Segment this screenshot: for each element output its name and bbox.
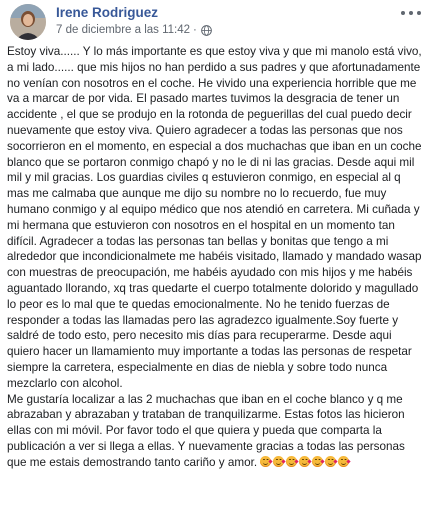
emoji-row (260, 456, 351, 469)
author-name[interactable]: Irene Rodriguez (56, 5, 159, 20)
meta-separator: · (193, 24, 197, 36)
smiling-face-with-hearts-icon (338, 456, 349, 467)
post-paragraph-text: Me gustaría localizar a las 2 muchachas que iban en el coche blanco y q me abrazaban y abrazaban y trataban de tranquilizarme. Estas fotos las hicieron ellas con mi móvil. Por favor todo el que quiera y pueda que comparta la publicación a ver si llega a ellas. Y nuevamente gracias a todas las personas que me estais demostrando tanto cariño y amor. (7, 392, 405, 469)
post-timestamp[interactable]: 7 de diciembre a las 11:42 (56, 24, 191, 36)
smiling-face-with-hearts-icon (312, 456, 323, 467)
smiling-face-with-hearts-icon (273, 456, 284, 467)
avatar[interactable] (10, 4, 46, 40)
more-dot (401, 11, 405, 15)
smiling-face-with-hearts-icon (325, 456, 336, 467)
more-dot (409, 11, 413, 15)
post-header (0, 0, 431, 44)
more-options-icon[interactable] (401, 6, 421, 20)
post-paragraph: Estoy viva...... Y lo más importante es que estoy viva y que mi manolo está vivo, a mi lado...... que mis hijos no han perdido a sus padres y que afortunadamente no venían con nosotros en el coche. He vivido una experiencia horrible que me va a marcar de por vida. El pasado martes tuvimos la desgracia de tener un accidente , el que se produjo en la rotonda de peguerillas del cual puedo decir nuevamente que estoy viva. Quiero agradecer a todas las personas que nos socorrieron en el momento, en especial a dos muchachas que iban en un coche blanco que se portaron conmigo chapó y no le di ni las gracias. Desde aqui mil mil y mil gracias. Los guardias civiles q estuvieron conmigo, en especial al q mas me calmaba que aunque me dijo su nombre no lo recuerdo, fue muy humano conmigo y al equipo médico que nos atendió en carretera. Mi cuñada y mi hermana que estuvieron con nosotros en el hospital en un momento tan difícil. Agradecer a todas las personas tan bellas y bonitas que tengo a mi alrededor que incondicionalmete me habéis visitado, llamado y mandado wasap con muestras de preocupación, me habéis ayudado con mis hijos y me habéis aguantado llorando, xq tras quedarte el cuerpo totalmente dolorido y magullado lo peor es lo mal que te quedas emocionalmente. No he tenido fuerzas de responder a todas las llamadas pero las agradezco igualmente.Soy fuerte y saldré de todo esto, pero necesito mis días para recuperarme. Desde aqui quiero hacer un llamamiento muy importante a todas las personas de respetar siempre la carretera, especialmente en dias de niebla y sobre todo nunca mezclarlo con alcohol. (7, 45, 422, 390)
more-dot (417, 11, 421, 15)
smiling-face-with-hearts-icon (299, 456, 310, 467)
post-body (7, 44, 423, 471)
globe-icon[interactable] (201, 25, 212, 36)
post-paragraph-last (7, 392, 423, 471)
profile-photo (10, 4, 46, 40)
post-meta (56, 24, 212, 36)
smiling-face-with-hearts-icon (260, 456, 271, 467)
smiling-face-with-hearts-icon (286, 456, 297, 467)
